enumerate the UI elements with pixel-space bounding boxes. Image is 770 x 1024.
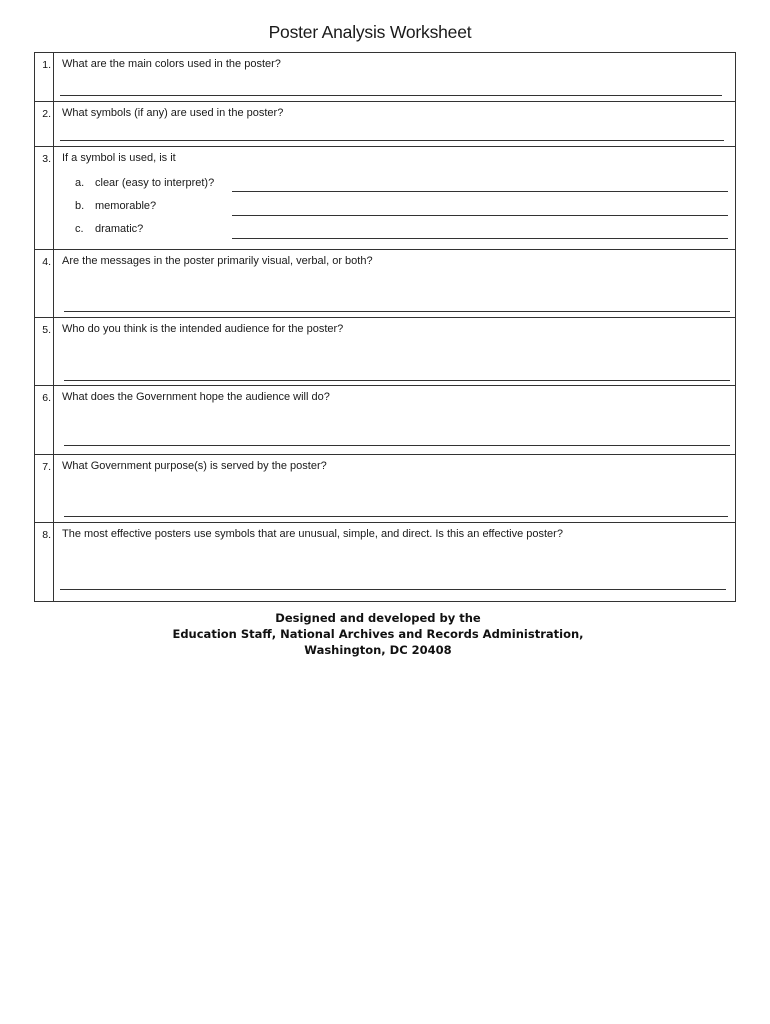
question-text: Who do you think is the intended audience for the poster?	[62, 323, 344, 335]
answer-line-2[interactable]	[60, 140, 724, 141]
sub-item-text: dramatic?	[95, 223, 144, 235]
answer-line-3c[interactable]	[232, 238, 728, 239]
question-cell	[54, 318, 736, 386]
answer-line-6[interactable]	[64, 445, 730, 446]
question-cell	[54, 102, 736, 147]
question-number: 4.	[35, 250, 54, 318]
question-row-8	[35, 523, 736, 602]
question-cell	[54, 147, 736, 250]
credits-line-3: Washington, DC 20408	[304, 643, 452, 657]
sub-item-letter: b.	[75, 200, 85, 212]
question-cell	[54, 455, 736, 523]
answer-line-8[interactable]	[60, 589, 726, 590]
credits-line-2: Education Staff, National Archives and Records Administration,	[172, 627, 584, 641]
question-text: What Government purpose(s) is served by the poster?	[62, 460, 327, 472]
sub-item-c	[75, 223, 143, 235]
answer-line-3b[interactable]	[232, 215, 728, 216]
question-text: What does the Government hope the audience will do?	[62, 391, 330, 403]
question-number: 5.	[35, 318, 54, 386]
credits-line-1: Designed and developed by the	[275, 611, 481, 625]
question-text: The most effective posters use symbols that are unusual, simple, and direct. Is this an effective poster?	[62, 528, 563, 540]
answer-line-7[interactable]	[64, 516, 728, 517]
answer-line-3a[interactable]	[232, 191, 728, 192]
question-number: 1.	[35, 53, 54, 102]
question-cell	[54, 53, 736, 102]
question-cell	[54, 386, 736, 455]
question-row-5	[35, 318, 736, 386]
answer-line-1[interactable]	[60, 95, 722, 96]
sub-item-text: memorable?	[95, 200, 157, 212]
page-title: Poster Analysis Worksheet	[268, 22, 472, 42]
credits-footer	[0, 610, 756, 658]
question-cell	[54, 250, 736, 318]
sub-item-b	[75, 200, 156, 212]
worksheet-table	[34, 52, 736, 602]
sub-item-a	[75, 177, 214, 189]
answer-line-4[interactable]	[64, 311, 730, 312]
sub-item-letter: c.	[75, 223, 84, 235]
answer-line-5[interactable]	[64, 380, 730, 381]
question-number: 3.	[35, 147, 54, 250]
question-text: What are the main colors used in the poster?	[62, 58, 281, 70]
sub-item-text: clear (easy to interpret)?	[95, 177, 215, 189]
question-text: Are the messages in the poster primarily visual, verbal, or both?	[62, 255, 373, 267]
question-text: If a symbol is used, is it	[62, 152, 176, 164]
question-cell	[54, 523, 736, 602]
question-row-4	[35, 250, 736, 318]
question-text: What symbols (if any) are used in the poster?	[62, 107, 284, 119]
question-row-6	[35, 386, 736, 455]
question-number: 2.	[35, 102, 54, 147]
question-number: 7.	[35, 455, 54, 523]
question-number: 6.	[35, 386, 54, 455]
question-number: 8.	[35, 523, 54, 602]
sub-item-letter: a.	[75, 177, 85, 189]
question-row-3	[35, 147, 736, 250]
question-row-7	[35, 455, 736, 523]
question-row-1	[35, 53, 736, 102]
question-row-2	[35, 102, 736, 147]
